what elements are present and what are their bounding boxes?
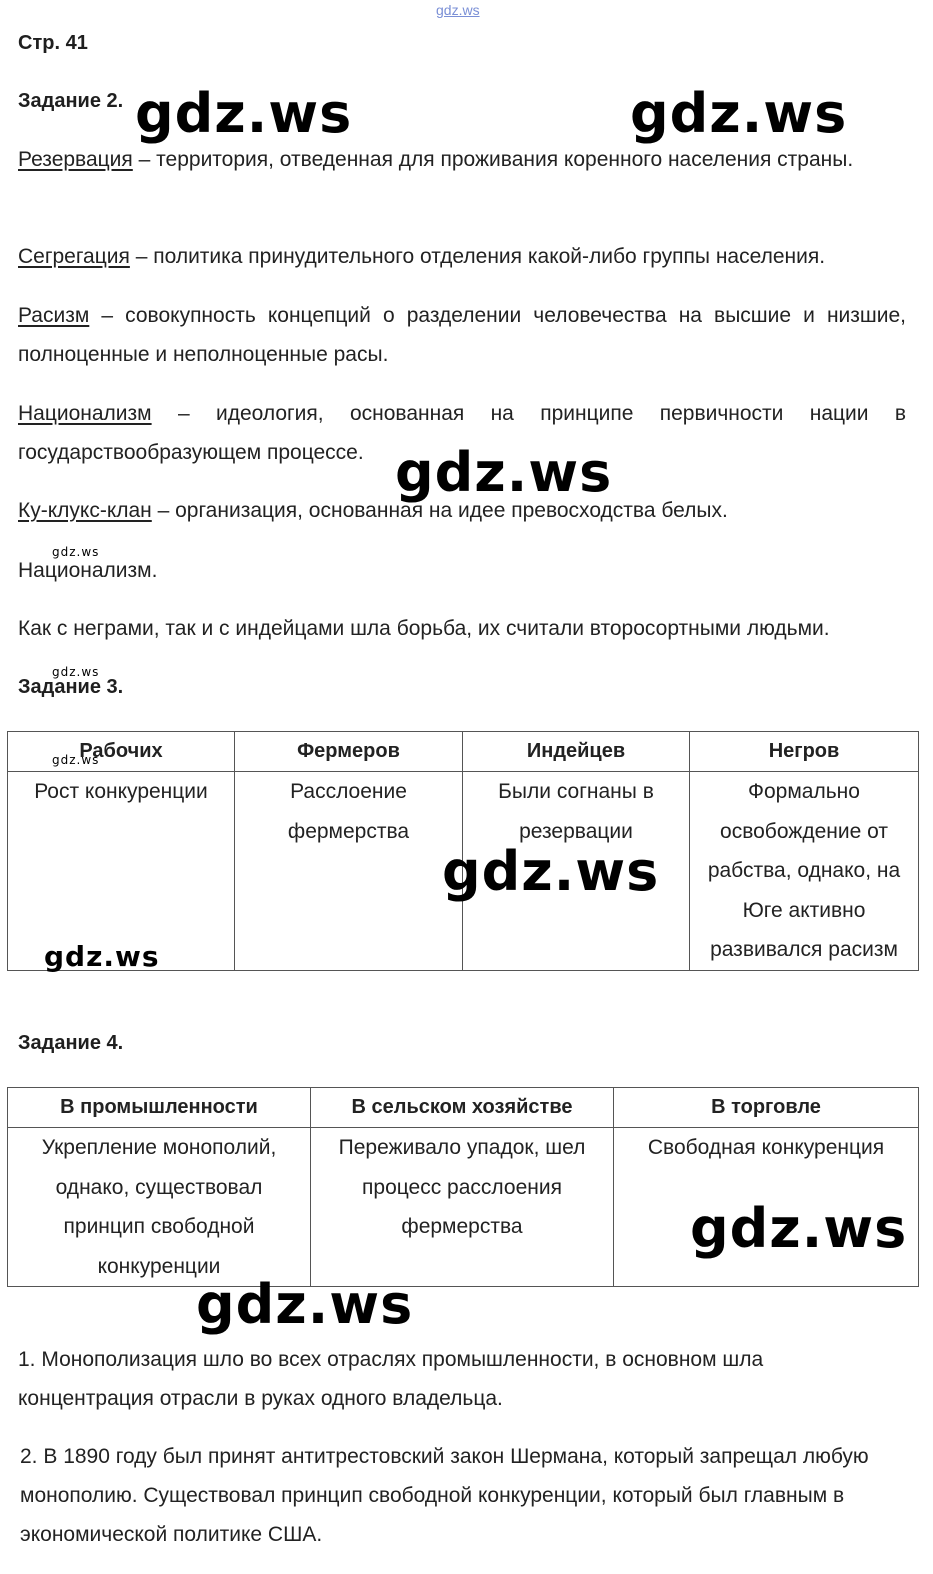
definition-text: – совокупность концепций о разделении человечества на высшие и низшие, полноценные и неполноценные расы. xyxy=(18,304,906,366)
term: Сегрегация xyxy=(18,245,130,268)
table-header: Индейцев xyxy=(463,732,690,772)
table-cell: Расслоение фермерства xyxy=(235,772,463,971)
watermark: gdz.ws xyxy=(196,1273,414,1336)
term: Ку-клукс-клан xyxy=(18,499,152,522)
task2-heading: Задание 2. xyxy=(18,90,124,112)
table-header: В торговле xyxy=(614,1088,919,1128)
table-cell: Рост конкуренции xyxy=(8,772,235,971)
page-label: Стр. 41 xyxy=(18,32,88,54)
term: Национализм xyxy=(18,402,152,425)
watermark: gdz.ws xyxy=(630,82,848,145)
watermark: gdz.ws xyxy=(44,940,160,973)
term: Расизм xyxy=(18,304,90,327)
task4-answer-2: 2. В 1890 году был принят антитрестовский закон Шермана, который запрещал любую монополию. Существовал принцип свободной конкуренции, который был главным в экономической политике США. xyxy=(20,1445,869,1546)
table-cell: Укрепление монополий, однако, существовал принцип свободной конкуренции xyxy=(8,1128,311,1287)
table-cell: Были согнаны в резервации xyxy=(463,772,690,971)
table-cell: Формально освобождение от рабства, однако, на Юге активно развивался расизм xyxy=(690,772,919,971)
definition-segregation xyxy=(18,237,906,276)
watermark: gdz.ws xyxy=(52,545,100,559)
task3-heading: Задание 3. xyxy=(18,676,124,698)
watermark: gdz.ws xyxy=(52,753,100,767)
task4-heading: Задание 4. xyxy=(18,1032,124,1054)
table-header-row xyxy=(8,732,919,772)
table-header: Негров xyxy=(690,732,919,772)
table-header: Фермеров xyxy=(235,732,463,772)
table-header: В сельском хозяйстве xyxy=(311,1088,614,1128)
table-header: В промышленности xyxy=(8,1088,311,1128)
task2-answer-1: Национализм. xyxy=(18,559,158,582)
watermark: gdz.ws xyxy=(442,840,660,903)
definition-text: – организация, основанная на идее превосходства белых. xyxy=(151,499,728,522)
watermark: gdz.ws xyxy=(395,441,613,504)
definition-text: – территория, отведенная для проживания коренного населения страны. xyxy=(132,148,854,171)
table-header-row xyxy=(8,1088,919,1128)
task2-answer-2: Как с неграми, так и с индейцами шла борьба, их считали второсортными людьми. xyxy=(18,617,830,640)
watermark: gdz.ws xyxy=(52,665,100,679)
watermark-top: gdz.ws xyxy=(436,2,480,18)
table-header: Рабочих xyxy=(8,732,235,772)
definition-text: – политика принудительного отделения какой-либо группы населения. xyxy=(129,245,826,268)
definition-reservation xyxy=(18,140,906,179)
definition-text: – идеология, основанная на принципе первичности нации в государствообразующем процессе. xyxy=(18,402,906,464)
watermark: gdz.ws xyxy=(135,82,353,145)
watermark: gdz.ws xyxy=(690,1197,908,1260)
table-cell: Переживало упадок, шел процесс расслоения фермерства xyxy=(311,1128,614,1287)
term: Резервация xyxy=(18,148,133,171)
definition-racism xyxy=(18,296,906,374)
task4-answer-1: 1. Монополизация шло во всех отраслях промышленности, в основном шла концентрация отрасли в руках одного владельца. xyxy=(18,1348,764,1410)
table-cell: Свободная конкуренция xyxy=(614,1128,919,1287)
